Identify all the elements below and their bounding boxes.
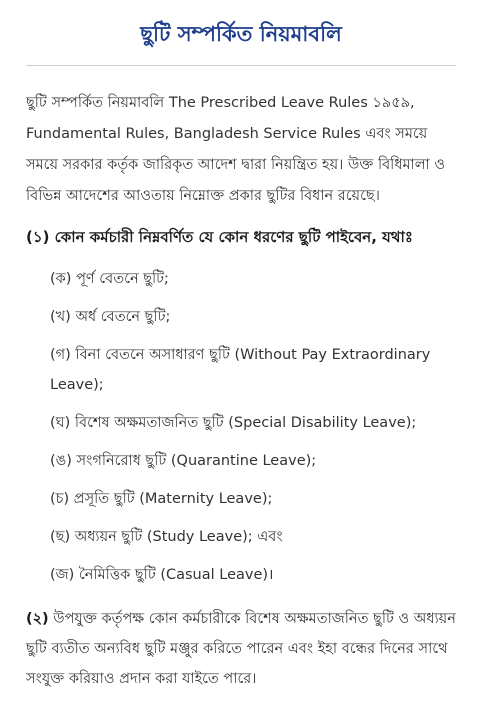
intro-paragraph: ছুটি সম্পর্কিত নিয়মাবলি The Prescribed Leave Rules ১৯৫৯, Fundamental Rules, Bangladesh Service Rules এবং সময়ে সময়ে সরকার কর্তৃক জারিকৃত আদেশ দ্বারা নিয়ন্ত্রিত হয়। উক্ত বিধিমালা ও বিভিন্ন আদেশের আওতায় নিম্নোক্ত প্রকার ছুটির বিধান রয়েছে। xyxy=(26,95,445,204)
list-item: (ঙ) সংগনিরোধ ছুটি (Quarantine Leave); xyxy=(50,453,317,469)
list-item: (গ) বিনা বেতনে অসাধারণ ছুটি (Without Pay Extraordinary Leave); xyxy=(50,347,431,393)
list-item: (ঘ) বিশেষ অক্ষমতাজনিত ছুটি (Special Disability Leave); xyxy=(50,415,417,431)
leave-types-list xyxy=(26,264,456,590)
section-2-paragraph xyxy=(26,604,456,694)
page-title: ছুটি সম্পর্কিত নিয়মাবলি xyxy=(140,22,342,46)
list-item: (জ) নৈমিত্তিক ছুটি (Casual Leave)। xyxy=(50,567,274,583)
list-item: (খ) অর্ধ বেতনে ছুটি; xyxy=(50,309,171,325)
list-item: (চ) প্রসূতি ছুটি (Maternity Leave); xyxy=(50,491,273,507)
title-divider xyxy=(26,65,456,66)
section-2-text: উপযুক্ত কর্তৃপক্ষ কোন কর্মচারীকে বিশেষ অক্ষমতাজনিত ছুটি ও অধ্যয়ন ছুটি ব্যতীত অন্যবিধ ছুটি মঞ্জুর করিতে পারেন এবং ইহা বন্ধের দিনের সাথে সংযুক্ত করিয়াও প্রদান করা যাইতে পারে। xyxy=(26,611,456,687)
list-item: (ছ) অধ্যয়ন ছুটি (Study Leave); এবং xyxy=(50,529,283,545)
section-2-number: (২) xyxy=(26,611,49,627)
list-item: (ক) পূর্ণ বেতনে ছুটি; xyxy=(50,271,169,287)
section-1-heading: (১) কোন কর্মচারী নিম্নবর্ণিত যে কোন ধরণের ছুটি পাইবেন, যথাঃ xyxy=(26,228,413,246)
